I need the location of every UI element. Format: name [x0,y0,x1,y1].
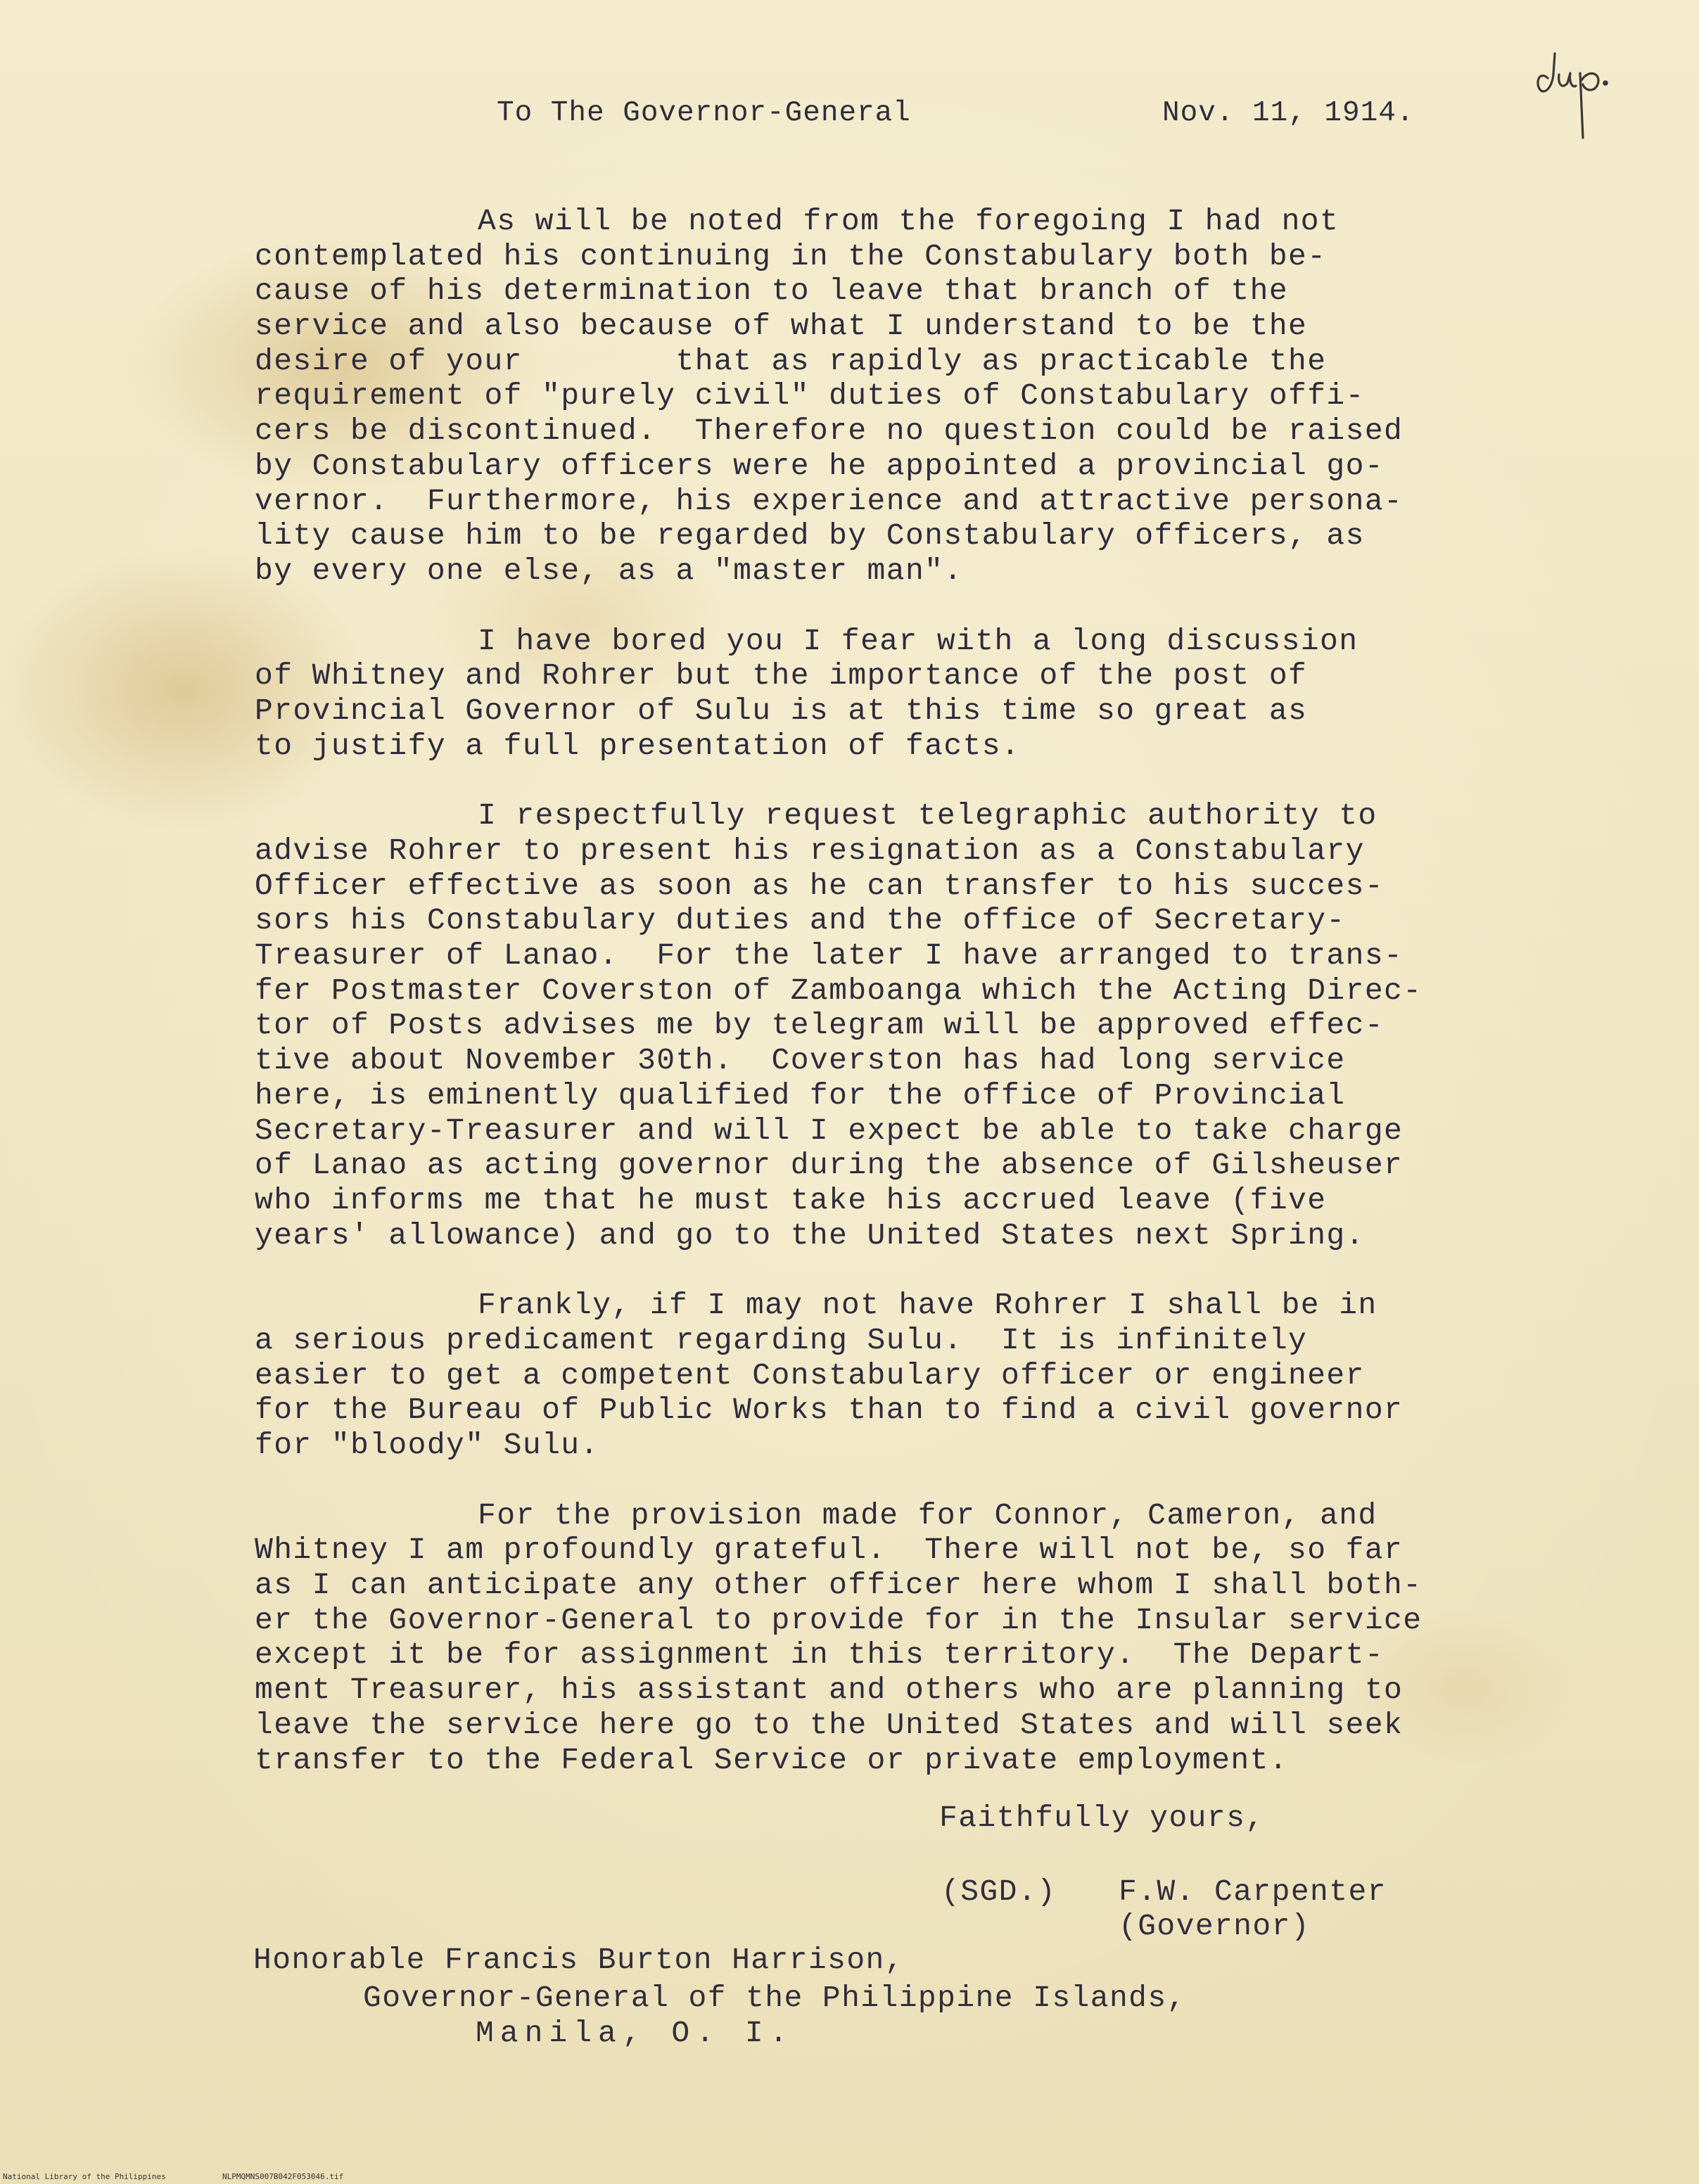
text-line: Treasurer of Lanao. For the later I have arranged to trans- [255,938,1404,973]
text-line: a serious predicament regarding Sulu. It is infinitely [255,1322,1308,1358]
paragraph-2 [255,624,1627,764]
heading-recipient: To The Governor-General [497,97,911,129]
signature-sgd: (SGD.) [941,1875,1057,1909]
addressee-name: Honorable Francis Burton Harrison, [253,1943,904,1977]
text-line: by every one else, as a "master man". [255,553,963,588]
paragraph-4 [255,1288,1627,1462]
text-line: by Constabulary officers were he appointed a provincial go- [255,448,1385,483]
text-line: here, is eminently qualified for the office of Provincial [255,1078,1346,1113]
text-line: vernor. Furthermore, his experience and attractive persona- [255,483,1404,518]
text-line: service and also because of what I understand to be the [255,309,1308,344]
text-line: except it be for assignment in this territory. The Depart- [255,1637,1385,1673]
signature-name: F.W. Carpenter [1119,1875,1387,1909]
text-line: As will be noted from the foregoing I had not [478,204,1340,238]
text-line: Secretary-Treasurer and will I expect be able to take charge [255,1113,1404,1148]
text-line: fer Postmaster Coverston of Zamboanga which the Acting Direc- [255,973,1423,1008]
footer-library: National Library of the Philippines [3,2172,166,2181]
text-line: as I can anticipate any other officer here whom I shall both- [255,1568,1423,1603]
text-line: tive about November 30th. Coverston has had long service [255,1043,1346,1078]
text-line: For the provision made for Connor, Cameron, and [478,1497,1377,1533]
text-line: Provincial Governor of Sulu is at this time so great as [255,693,1308,728]
text-line: to justify a full presentation of facts. [255,728,1021,763]
closing-salutation: Faithfully yours, [939,1801,1265,1835]
text-line: Officer effective as soon as he can transfer to his succes- [255,868,1385,903]
text-line: years' allowance) and go to the United States next Spring. [255,1218,1365,1253]
text-line: who informs me that he must take his accrued leave (five [255,1182,1327,1218]
text-line: for "bloody" Sulu. [255,1428,599,1462]
text-line: Frankly, if I may not have Rohrer I shall be in [478,1288,1377,1323]
paragraph-3 [255,798,1627,1253]
signature-title: (Governor) [1119,1909,1311,1943]
text-line: I respectfully request telegraphic authority to [478,798,1377,834]
text-line: lity cause him to be regarded by Constabulary officers, as [255,518,1365,554]
text-line: contemplated his continuing in the Constabulary both be- [255,238,1327,274]
text-line: for the Bureau of Public Works than to find a civil governor [255,1393,1404,1428]
handwritten-dup-mark [1534,39,1611,145]
text-line: Whitney I am profoundly grateful. There will not be, so far [255,1533,1404,1568]
text-line: of Whitney and Rohrer but the importance of the post of [255,658,1308,694]
text-line: er the Governor-General to provide for in the Insular service [255,1602,1423,1637]
text-line: desire of your that as rapidly as practicable the [255,343,1327,378]
text-line: advise Rohrer to present his resignation as a Constabulary [255,834,1365,868]
addressee-location: Manila, O. I. [476,2016,794,2050]
letter-body [255,204,1627,1813]
text-line: requirement of "purely civil" duties of Constabulary offi- [255,378,1365,414]
text-line: transfer to the Federal Service or private employment. [255,1742,1289,1777]
text-line: ment Treasurer, his assistant and others who are planning to [255,1673,1404,1708]
text-line: cers be discontinued. Therefore no question could be raised [255,414,1404,449]
addressee-title: Governor-General of the Philippine Islands, [363,1981,1186,2015]
text-line: easier to get a competent Constabulary officer or engineer [255,1358,1365,1393]
text-line: I have bored you I fear with a long discussion [478,623,1358,658]
text-line: sors his Constabulary duties and the office of Secretary- [255,903,1346,938]
text-line: cause of his determination to leave that branch of the [255,274,1289,309]
heading-date: Nov. 11, 1914. [1162,97,1415,129]
text-line: of Lanao as acting governor during the absence of Gilsheuser [255,1148,1404,1183]
paragraph-1 [255,204,1627,589]
footer-file-id: NLPMQMNS007B042F053046.tif [222,2172,344,2181]
paragraph-5 [255,1498,1627,1778]
text-line: tor of Posts advises me by telegram will be approved effec- [255,1008,1385,1043]
text-line: leave the service here go to the United States and will seek [255,1707,1404,1742]
